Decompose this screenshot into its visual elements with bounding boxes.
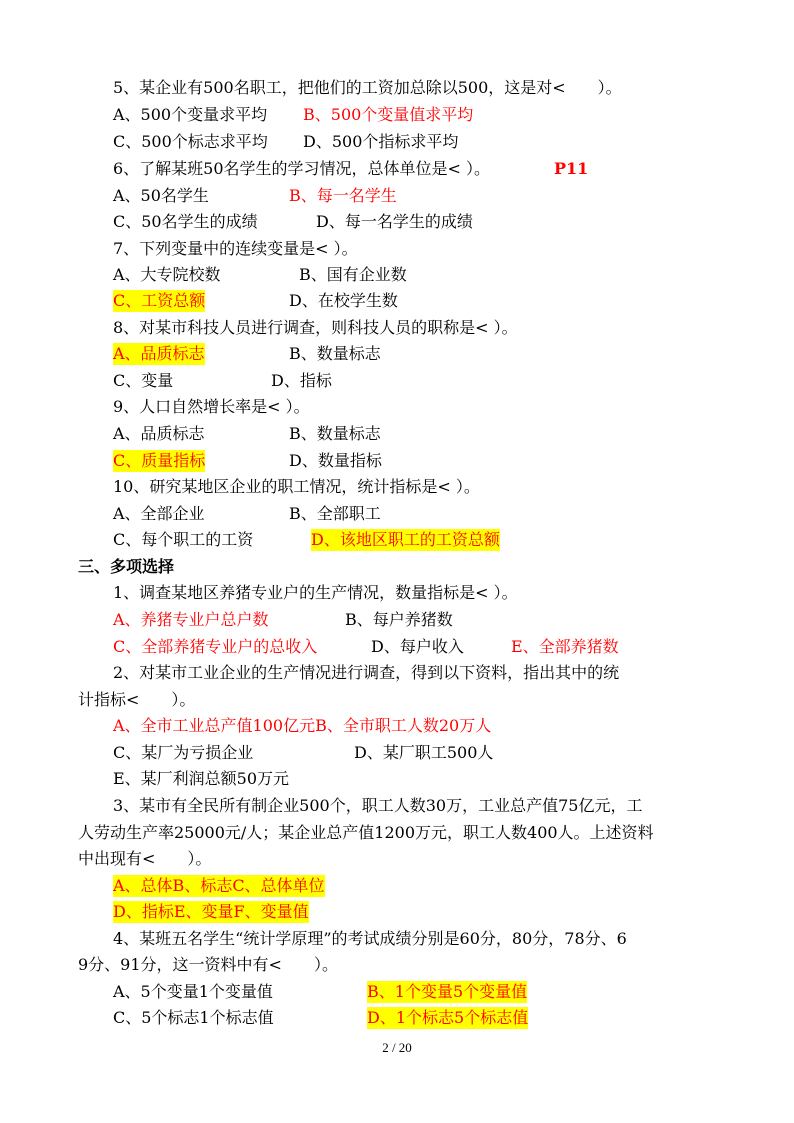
multi-question-2-stem-1: 2、对某市工业企业的生产情况进行调查，得到以下资料，指出其中的统 xyxy=(113,663,620,682)
page-number: 2 / 20 xyxy=(382,1040,412,1055)
option-b: B、国有企业数 xyxy=(299,265,407,284)
question-5-stem: 5、某企业有500名职工，把他们的工资加总除以500，这是对< ）。 xyxy=(113,78,622,97)
option-b: B、数量标志 xyxy=(289,424,381,443)
multi-question-2-options-cd xyxy=(0,742,794,764)
multi-question-1-options-cde xyxy=(0,636,794,658)
question-8-options-ab xyxy=(0,343,794,365)
option-b-answer: B、1个变量5个变量值 xyxy=(367,982,528,1001)
multi-question-3-stem-2: 人劳动生产率25000元/人；某企业总产值1200万元，职工人数400人。上述资料 xyxy=(78,823,654,842)
option-d: D、指标 xyxy=(271,371,332,390)
question-9-stem: 9、人口自然增长率是< ）。 xyxy=(113,397,310,416)
question-10-stem-line xyxy=(0,476,794,498)
question-6-options-ab xyxy=(0,185,794,207)
question-8-stem-line xyxy=(0,317,794,339)
option-c-answer: C、质量指标 xyxy=(113,451,206,470)
question-9-stem-line xyxy=(0,396,794,418)
option-e-answer: E、全部养猪数 xyxy=(511,637,619,656)
multi-question-1-options-ab xyxy=(0,609,794,631)
multi-question-1-stem: 1、调查某地区养猪专业户的生产情况，数量指标是< ）。 xyxy=(113,583,518,602)
multi-question-3-stem-line-2 xyxy=(0,822,794,844)
option-d-answer: D、1个标志5个标志值 xyxy=(367,1008,529,1027)
option-b-answer: B、500个变量值求平均 xyxy=(303,105,474,124)
option-d: D、每户收入 xyxy=(371,637,464,656)
option-a: A、500个变量求平均 xyxy=(113,105,268,124)
option-c: C、每个职工的工资 xyxy=(113,530,254,549)
question-5-options-cd xyxy=(0,131,794,153)
multi-question-3-stem-line-1 xyxy=(0,795,794,817)
option-b: B、数量标志 xyxy=(289,344,381,363)
multi-question-2-stem-2: 计指标< ）。 xyxy=(78,690,196,709)
section-heading-line xyxy=(0,556,794,578)
option-b-answer: B、每一名学生 xyxy=(289,186,397,205)
question-8-options-cd xyxy=(0,370,794,392)
multi-question-2-stem-line-2 xyxy=(0,689,794,711)
question-10-options-cd xyxy=(0,529,794,551)
option-a: A、品质标志 xyxy=(113,424,205,443)
option-d: D、每一名学生的成绩 xyxy=(316,212,473,231)
options-abc-answer: A、总体B、标志C、总体单位 xyxy=(113,876,325,895)
option-c: C、50名学生的成绩 xyxy=(113,212,258,231)
option-a-answer: A、品质标志 xyxy=(113,344,205,363)
multi-question-4-stem-line-2 xyxy=(0,954,794,976)
option-c: C、5个标志1个标志值 xyxy=(113,1008,274,1027)
multi-question-4-options-cd xyxy=(0,1007,794,1029)
question-7-stem-line xyxy=(0,238,794,260)
option-c: C、变量 xyxy=(113,371,174,390)
option-d-answer: D、该地区职工的工资总额 xyxy=(311,530,500,549)
question-5-options-ab xyxy=(0,104,794,126)
question-7-options-ab xyxy=(0,264,794,286)
options-ab-answer: A、全市工业总产值100亿元B、全市职工人数20万人 xyxy=(113,716,492,735)
option-a: A、50名学生 xyxy=(113,186,209,205)
option-c-answer: C、工资总额 xyxy=(113,291,206,310)
option-d: D、在校学生数 xyxy=(289,291,398,310)
multi-question-3-stem-line-3 xyxy=(0,848,794,870)
question-9-options-ab xyxy=(0,423,794,445)
option-c: C、500个标志求平均 xyxy=(113,132,268,151)
option-a: A、大专院校数 xyxy=(113,265,221,284)
option-a: A、全部企业 xyxy=(113,504,205,523)
option-b: B、全部职工 xyxy=(289,504,381,523)
question-5-stem-line xyxy=(0,77,794,99)
multi-question-4-stem-2: 9分、91分，这一资料中有< ）。 xyxy=(78,955,338,974)
question-7-stem: 7、下列变量中的连续变量是< ）。 xyxy=(113,239,358,258)
question-8-stem: 8、对某市科技人员进行调查，则科技人员的职称是< ）。 xyxy=(113,318,518,337)
multi-question-3-options-abc xyxy=(0,875,794,897)
question-10-stem: 10、研究某地区企业的职工情况，统计指标是< ）。 xyxy=(113,477,480,496)
option-a: A、5个变量1个变量值 xyxy=(113,982,273,1001)
question-6-stem: 6、了解某班50名学生的学习情况，总体单位是< ）。 xyxy=(113,159,491,178)
question-9-options-cd xyxy=(0,450,794,472)
multi-question-2-options-ab xyxy=(0,715,794,737)
multi-question-3-stem-3: 中出现有< ）。 xyxy=(78,849,212,868)
multi-question-3-stem-1: 3、某市有全民所有制企业500个，职工人数30万，工业总产值75亿元，工 xyxy=(113,796,643,815)
option-d: D、数量指标 xyxy=(289,451,382,470)
section-heading: 三、多项选择 xyxy=(78,557,175,576)
question-6-page-ref: P11 xyxy=(554,159,589,178)
option-c-answer: C、全部养猪专业户的总收入 xyxy=(113,637,318,656)
multi-question-4-stem-line-1 xyxy=(0,928,794,950)
option-a-answer: A、养猪专业户总户数 xyxy=(113,610,269,629)
option-b: B、每户养猪数 xyxy=(345,610,453,629)
multi-question-4-stem-1: 4、某班五名学生“统计学原理”的考试成绩分别是60分，80分，78分、6 xyxy=(113,929,627,948)
multi-question-2-stem-line-1 xyxy=(0,662,794,684)
multi-question-3-options-def xyxy=(0,901,794,923)
question-10-options-ab xyxy=(0,503,794,525)
multi-question-2-option-e xyxy=(0,768,794,790)
options-def-answer: D、指标E、变量F、变量值 xyxy=(113,902,309,921)
question-6-stem-line xyxy=(0,158,794,180)
multi-question-4-options-ab xyxy=(0,981,794,1003)
question-6-options-cd xyxy=(0,211,794,233)
multi-question-1-stem-line xyxy=(0,582,794,604)
option-d: D、500个指标求平均 xyxy=(303,132,459,151)
option-c: C、某厂为亏损企业 xyxy=(113,743,254,762)
option-d: D、某厂职工500人 xyxy=(354,743,494,762)
question-7-options-cd xyxy=(0,290,794,312)
option-e: E、某厂利润总额50万元 xyxy=(113,769,290,788)
